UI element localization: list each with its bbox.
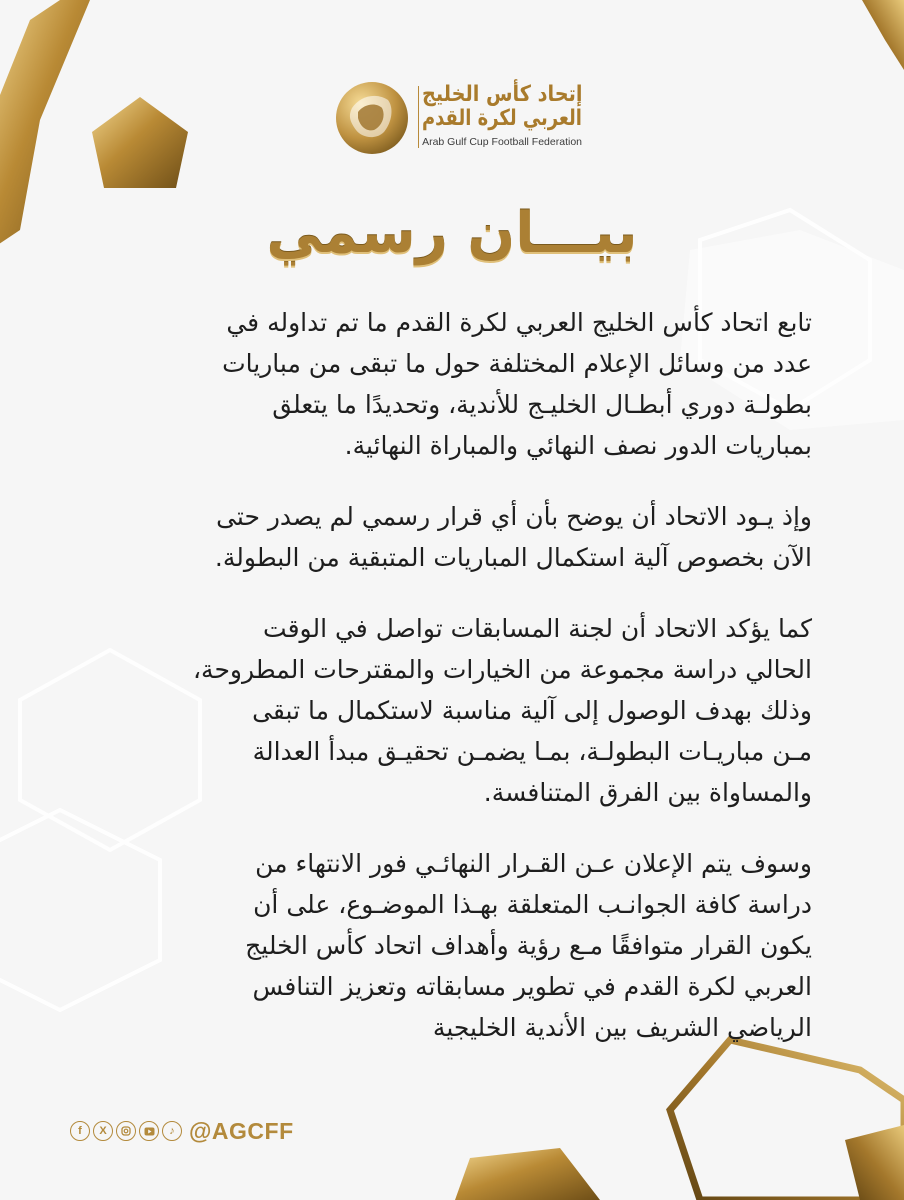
social-bar	[70, 1117, 294, 1145]
federation-logo	[332, 78, 592, 158]
ball-emblem-icon	[332, 78, 412, 158]
paragraph-line: يكون القرار متوافقًا مـع رؤية وأهداف اتحاد كأس الخليج	[245, 931, 812, 960]
paragraph-line: الآن بخصوص آلية استكمال المباريات المتبقية من البطولة.	[214, 543, 812, 572]
paragraph-line: والمساواة بين الفرق المتنافسة.	[483, 778, 812, 807]
x-icon[interactable]: X	[93, 1121, 113, 1141]
federation-name-ar-line1: إتحاد كأس الخليج	[421, 82, 582, 107]
paragraph-line: وذلك بهدف الوصول إلى آلية مناسبة لاستكمال ما تبقى	[252, 696, 812, 725]
federation-name-en: Arab Gulf Cup Football Federation	[422, 136, 582, 148]
paragraph-line: عدد من وسائل الإعلام المختلفة حول ما تبقى من مباريات	[222, 349, 812, 378]
paragraph-line: العربي لكرة القدم في تطوير مسابقاته وتعزيز التنافس	[252, 972, 812, 1001]
paragraph-line: تابع اتحاد كأس الخليج العربي لكرة القدم ما تم تداوله في	[226, 308, 812, 337]
paragraph-2	[92, 496, 812, 578]
statement-body	[92, 302, 812, 1078]
paragraph-line: دراسة كافة الجوانـب المتعلقة بهـذا الموضـوع، على أن	[253, 890, 812, 919]
paragraph-line: وسوف يتم الإعلان عـن القـرار النهائـي فور الانتهاء من	[255, 849, 812, 878]
paragraph-line: الحالي دراسة مجموعة من الخيارات والمقترحات المطروحة،	[192, 655, 812, 684]
federation-name-ar-line2: العربي لكرة القدم	[422, 106, 582, 131]
social-handle[interactable]: @AGCFF	[189, 1117, 294, 1144]
paragraph-line: الرياضي الشريف بين الأندية الخليجية	[432, 1013, 812, 1042]
instagram-icon[interactable]	[116, 1121, 136, 1141]
facebook-icon[interactable]: f	[70, 1121, 90, 1141]
paragraph-4	[92, 843, 812, 1048]
paragraph-line: كما يؤكد الاتحاد أن لجنة المسابقات تواصل في الوقت	[263, 614, 812, 643]
paragraph-line: وإذ يـود الاتحاد أن يوضح بأن أي قرار رسمي لم يصدر حتى	[216, 502, 812, 531]
tiktok-icon[interactable]: ♪	[162, 1121, 182, 1141]
logo-divider	[418, 86, 419, 148]
paragraph-line: مـن مباريـات البطولـة، بمـا يضمـن تحقيـق مبدأ العدالة	[252, 737, 812, 766]
paragraph-line: بطولـة دوري أبطـال الخليـج للأندية، وتحديدًا ما يتعلق	[272, 390, 812, 419]
paragraph-line: بمباريات الدور نصف النهائي والمباراة النهائية.	[344, 431, 812, 460]
youtube-icon[interactable]	[139, 1121, 159, 1141]
paragraph-3	[92, 608, 812, 813]
statement-title: بيـــان رسمي	[266, 201, 638, 266]
paragraph-1	[92, 302, 812, 466]
